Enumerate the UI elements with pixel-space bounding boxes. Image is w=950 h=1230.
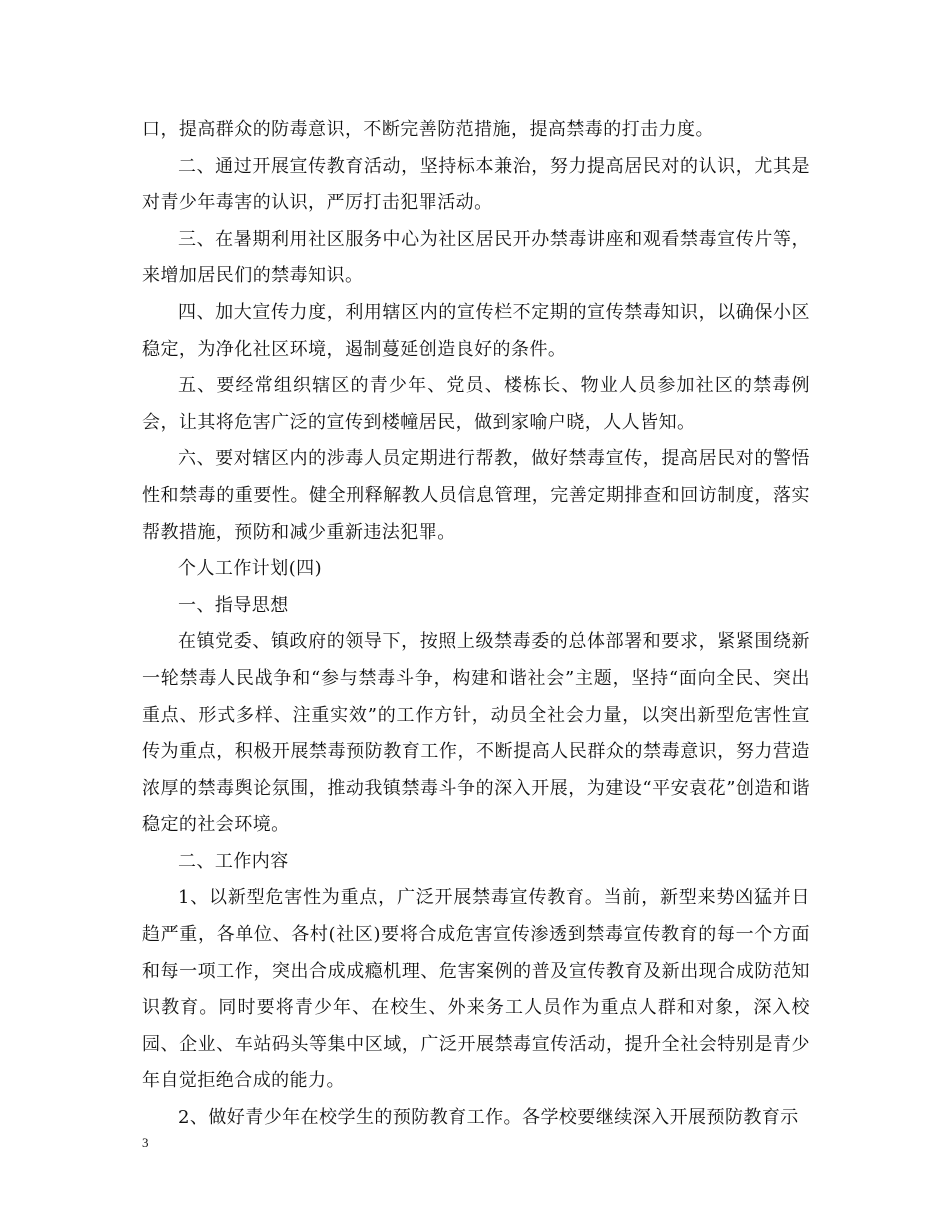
paragraph-guiding-thought: 在镇党委、镇政府的领导下，按照上级禁毒委的总体部署和要求，紧紧围绕新一轮禁毒人民战争和“参与禁毒斗争，构建和谐社会”主题，坚持“面向全民、突出重点、形式多样、注重实效”的工作方针，动员全社会力量，以突出新型危害性宣传为重点，积极开展禁毒预防教育工作，不断提高人民群众的禁毒意识，努力营造浓厚的禁毒舆论氛围，推动我镇禁毒斗争的深入开展，为建设“平安袁花”创造和谐稳定的社会环境。 (142, 631, 810, 836)
heading-work-content: 二、工作内容 (178, 850, 289, 872)
paragraph-5: 五、要经常组织辖区的青少年、党员、楼栋长、物业人员参加社区的禁毒例会，让其将危害广泛的宣传到楼幢居民，做到家喻户晓，人人皆知。 (142, 375, 810, 433)
document-body (142, 112, 810, 1137)
paragraph-work-item-1: 1、以新型危害性为重点，广泛开展禁毒宣传教育。当前，新型来势凶猛并日趋严重，各单位、各村(社区)要将合成危害宣传渗透到禁毒宣传教育的每一个方面和每一项工作，突出合成成瘾机理、危害案例的普及宣传教育及新出现合成防范知识教育。同时要将青少年、在校生、外来务工人员作为重点人群和对象，深入校园、企业、车站码头等集中区域，广泛开展禁毒宣传活动，提升全社会特别是青少年自觉拒绝合成的能力。 (142, 887, 810, 1092)
paragraph-2: 二、通过开展宣传教育活动，坚持标本兼治，努力提高居民对的认识，尤其是对青少年毒害的认识，严厉打击犯罪活动。 (142, 155, 810, 214)
heading-guiding-thought: 一、指导思想 (178, 594, 289, 616)
page-number: 3 (142, 1135, 149, 1150)
paragraph-work-item-2: 2、做好青少年在校学生的预防教育工作。各学校要继续深入开展预防教育示 (178, 1107, 799, 1129)
section-title: 个人工作计划(四) (178, 558, 323, 580)
paragraph-6: 六、要对辖区内的涉毒人员定期进行帮教，做好禁毒宣传，提高居民对的警悟性和禁毒的重要性。健全刑释解教人员信息管理，完善定期排查和回访制度，落实帮教措施，预防和减少重新违法犯罪。 (142, 448, 810, 543)
paragraph-4: 四、加大宣传力度，利用辖区内的宣传栏不定期的宣传禁毒知识，以确保小区稳定，为净化社区环境，遏制蔓延创造良好的条件。 (142, 301, 810, 360)
paragraph-3: 三、在暑期利用社区服务中心为社区居民开办禁毒讲座和观看禁毒宣传片等，来增加居民们的禁毒知识。 (142, 228, 810, 287)
paragraph-1: 口，提高群众的防毒意识，不断完善防范措施，提高禁毒的打击力度。 (142, 119, 714, 140)
